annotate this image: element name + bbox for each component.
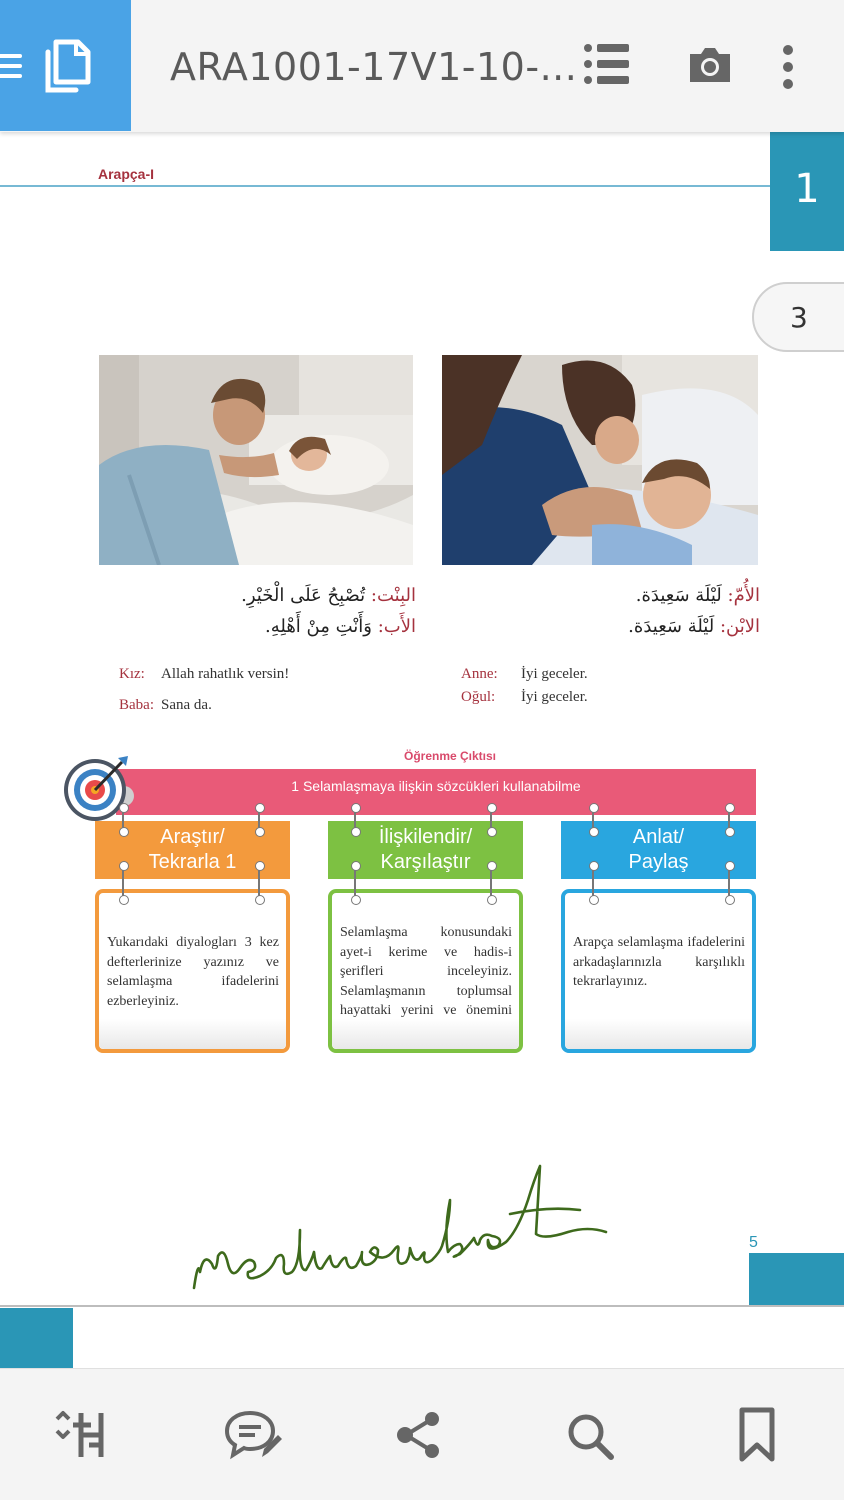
page-indicator-tab[interactable]: 3 (752, 282, 844, 352)
arabic-text: وَأَنْتِ مِنْ أَهْلِهِ. (264, 616, 372, 637)
connector-pin (258, 864, 260, 902)
page-number: 5 (749, 1234, 758, 1251)
next-page-tab[interactable] (0, 1308, 73, 1368)
comment-edit-icon[interactable] (224, 1409, 282, 1461)
card-body-share (561, 889, 756, 1053)
turkish-speaker: Anne: (461, 666, 498, 682)
card-text: Yukarıdaki diyalogları 3 kez defterlerinize yazınız ve selamlaşma ifadelerini ezberleyiniz. (107, 935, 279, 1009)
document-icon (42, 38, 92, 94)
card-body-research (95, 889, 290, 1053)
turkish-line-girl (119, 666, 289, 683)
target-icon (62, 756, 136, 826)
share-icon[interactable] (396, 1411, 442, 1459)
page-corner-tab (749, 1253, 844, 1305)
turkish-text: Allah rahatlık versin! (161, 666, 290, 682)
photo-mother-son (442, 355, 758, 565)
connector-pin (258, 806, 260, 834)
arabic-line-father (265, 616, 416, 637)
document-button[interactable] (0, 0, 131, 131)
chapter-tab[interactable]: 1 (770, 131, 844, 251)
connector-pin (490, 806, 492, 834)
photo-father-daughter (99, 355, 413, 565)
card-head-line1: Anlat/ (632, 826, 685, 848)
card-head-line2: Karşılaştır (380, 851, 471, 873)
list-icon[interactable] (583, 40, 629, 88)
handwritten-signature (188, 1160, 618, 1305)
connector-pin (592, 806, 594, 834)
turkish-line-son (461, 689, 588, 706)
outcome-label: Öğrenme Çıktısı (403, 749, 497, 763)
top-toolbar (0, 0, 844, 132)
turkish-text: İyi geceler. (521, 689, 588, 705)
arabic-speaker: الابْن: (719, 616, 760, 637)
turkish-speaker: Baba: (119, 697, 154, 713)
card-head-line1: İlişkilendir/ (378, 826, 473, 848)
card-fold (99, 1019, 286, 1049)
page-bottom-divider (0, 1305, 844, 1307)
card-body-relate (328, 889, 523, 1053)
bottom-toolbar (0, 1368, 844, 1500)
connector-pin (354, 806, 356, 834)
card-fold (565, 1019, 752, 1049)
turkish-speaker: Kız: (119, 666, 145, 682)
card-head-line2: Paylaş (628, 851, 689, 873)
connector-pin (490, 864, 492, 902)
document-title: ARA1001-17V1-10-... (170, 45, 578, 89)
arabic-line-girl (241, 585, 416, 606)
card-text: Selamlaşma konusundaki ayet-i kerime ve hadis-i şerifleri inceleyiniz. Selamlaşmanın toplumsal hayattaki yerini ve önemini (340, 925, 512, 1018)
turkish-line-father (119, 697, 212, 714)
turkish-text: İyi geceler. (521, 666, 588, 682)
more-vert-icon[interactable] (780, 44, 796, 90)
connector-pin (122, 806, 124, 834)
page-layout-icon[interactable] (55, 1409, 109, 1459)
card-text: Arapça selamlaşma ifadelerini arkadaşlarınızla karşılıklı tekrarlayınız. (573, 935, 745, 989)
turkish-speaker: Oğul: (461, 689, 496, 705)
arabic-line-son (628, 616, 760, 637)
connector-pin (122, 864, 124, 902)
camera-icon[interactable] (688, 46, 732, 84)
arabic-text: لَيْلَة سَعِيدَة. (635, 585, 722, 606)
arabic-speaker: الأُمّ: (727, 585, 760, 606)
connector-pin (728, 806, 730, 834)
outcome-bar: 1 Selamlaşmaya ilişkin sözcükleri kullanabilme (116, 769, 756, 815)
book-header-label: Arapça-I (98, 166, 155, 182)
bookmark-icon[interactable] (738, 1407, 776, 1463)
card-fold (332, 1019, 519, 1049)
menu-icon[interactable] (0, 54, 22, 84)
search-icon[interactable] (566, 1412, 614, 1460)
arabic-speaker: البِنْت: (370, 585, 416, 606)
arabic-speaker: الأَب: (377, 616, 416, 637)
connector-pin (592, 864, 594, 902)
turkish-line-mother (461, 666, 588, 683)
arabic-text: لَيْلَة سَعِيدَة. (628, 616, 715, 637)
arabic-line-mother (636, 585, 760, 606)
arabic-text: تُصْبِحُ عَلَى الْخَيْرِ. (241, 585, 366, 606)
card-head-line2: Tekrarla 1 (148, 851, 237, 873)
header-divider (0, 185, 770, 187)
connector-pin (728, 864, 730, 902)
connector-pin (354, 864, 356, 902)
turkish-text: Sana da. (161, 697, 212, 713)
card-head-line1: Araştır/ (160, 826, 225, 848)
